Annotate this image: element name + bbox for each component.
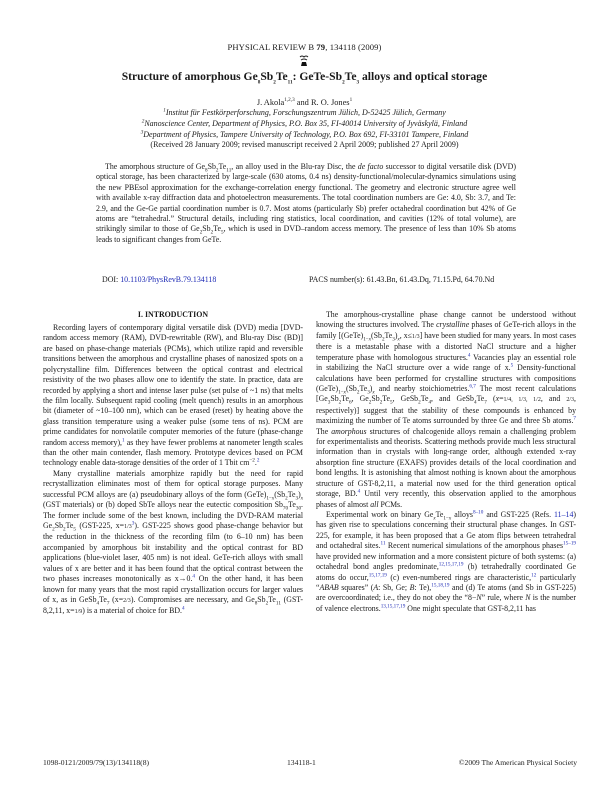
doi-label: DOI: <box>102 275 119 284</box>
citation-link[interactable]: 4 <box>467 352 471 359</box>
footer-copyright: ©2009 The American Physical Society <box>458 758 577 767</box>
citation-link[interactable]: 15,18,19 <box>431 582 450 589</box>
footer-page-number: 134118-1 <box>287 758 316 767</box>
article-info: , 134118 (2009) <box>325 42 382 52</box>
citation-link[interactable]: 15,17,19 <box>368 571 387 578</box>
section-heading: I. INTRODUCTION <box>137 310 209 319</box>
citation-link[interactable]: 3 <box>131 520 135 527</box>
paragraph: Recording layers of contemporary digital versatile disk (DVD) media [DVD-random access memory (RAM), DVD-rewritable (RW), and Blu-ray Disc (BD)] are based on phase-change materials (PCMs), which utilize rapid and reversible transitions between the amorphous and crystalline phases of nanosized spots on a polycrystalline film. Differences between the optical contrast and electrical resistivity of the two phases allow one to identify the state. In practice, data are recorded by applying a short and intense laser pulse (set pulse of ~1 ns) that melts the film locally. Subsequent rapid cooling (melt quench) results in an amorphous bit (diameter of ~10–100 nm), which can be erased (reset) by heating above the glass transition temperature using a weaker pulse (some tens of ns). PCM are prime candidates for nonvolatile computer memories of the future (phase-change random access memory),$^1$ as they have fewer problems at nanometer length scales than the other main contender, flash memory. Prototype devices based on PCM technology enable data-storage densities of the order of 1 Tbit $cm^{-2}.^2$ <box>43 323 303 468</box>
affiliation: $^1$Institut für Festkörperforschung, Forschungszentrum Jülich, D-52425 Jülich, Germany <box>163 107 446 117</box>
citation-link[interactable]: 5 <box>510 362 514 369</box>
journal-volume: 79 <box>316 42 326 52</box>
citation-link[interactable]: 11–14 <box>554 510 574 520</box>
citation-link[interactable]: 11 <box>380 540 386 547</box>
citation-link[interactable]: 13,15,17,19 <box>380 603 406 610</box>
paragraph: The amorphous-crystalline phase change cannot be understood without knowing the structures involved. The crystalline phases of GeTe-rich alloys in the family [$(GeTe)_{1-x}(Sb_2Te_3)_x$, x≤1/3] have been studied for many years. In most cases there is a metastable phase with a distorted NaCl structure and a higher temperature phase with homologous structures.$^4$ Vacancies play an essential role in stabilizing the NaCl structure over a wide range of x.$^5$ Density-functional calculations have been performed for crystalline structures with compositions $(GeTe)_{1-x}(Sb_2Te_3)_x$ and nearby stoichiometries.$^{6,7}$ The most recent calculations [$Ge_3Sb_2Te_6$, $Ge_2Sb_2Te_5$, $GeSb_2Te_4$, and $GeSb_4Te_7$ (x=1/4, 1/3, 1/2, and 2/3, respectively)] suggest that the stability of these compounds is enhanced by maximizing the number of Te atoms surrounded by three Ge and three Sb atoms.$^7$ The amorphous structures of chalcogenide alloys remain a challenging problem for experimentalists and theorists. Scattering methods provide much less structural information than in crystals with long-range order, although extended x-ray absorption fine structure (EXAFS) provides details of the local coordination and bond lengths. It is astonishing that almost nothing is known about the amorphous structure of GST-8,2,11, a material now used for the third generation optical storage, BD.$^4$ Until very recently, this observation applied to the amorphous phases of almost all PCMs. <box>316 310 576 509</box>
author-list: J. Akola$^{1,2,3}$ and R. O. Jones$^1$ <box>256 97 353 107</box>
received-dates: (Received 28 January 2009; revised manuscript received 2 April 2009; published 27 April 2009) <box>150 140 459 149</box>
doi-link[interactable]: 10.1103/PhysRevB.79.134118 <box>120 275 217 284</box>
citation-link[interactable]: 8–10 <box>472 509 484 516</box>
left-column <box>43 323 303 618</box>
citation-link[interactable]: 4 <box>357 488 361 495</box>
affiliation: $^2$Nanoscience Center, Department of Physics, P.O. Box 35, FI-40014 University of Jyväskylä, Finland <box>141 118 468 128</box>
citation-link[interactable]: 2 <box>256 457 260 464</box>
author-name: R. O. Jones <box>310 98 350 107</box>
footer-issn: 1098-0121/2009/79(13)/134118(8) <box>43 758 150 767</box>
citation-link[interactable]: 4 <box>192 573 195 580</box>
citation-link[interactable]: 12,15,17,19 <box>438 561 464 568</box>
article-title: Structure of amorphous $Ge_8Sb_2Te_{11}$: GeTe-$Sb_2Te_3$ alloys and optical storage <box>121 70 488 86</box>
paragraph: Experimental work on binary $Ge_xTe_{1-x}$ alloys$^{8-10}$ and GST-225 (Refs. 11–14) has given rise to speculations concerning their structural phase changes. In GST-225, for example, it has been proposed that a Ge atom flips between tetrahedral and octahedral sites.$^{11}$ Recent numerical simulations of the amorphous phases$^{15-19}$ have provided new information and a more consistent picture of both systems: (a) octahedral bond angles predominate,$^{12,15,17,19}$ (b) tetrahedrally coordinated Ge atoms do occur,$^{15,17,19}$ (c) even-numbered rings are characteristic,$^{12}$ particularly “ABAB squares” (A: Sb, Ge; B: Te),$^{15,18,19}$ and (d) Te atoms (and Sb in GST-225) are overcoordinated; i.e., they do not obey the “8−N” rule, where N is the number of valence electrons.$^{13,15,17,19}$ One might speculate that GST-8,2,11 has <box>316 509 577 613</box>
citation-link[interactable]: 7 <box>573 415 576 422</box>
citation-link[interactable]: 4 <box>182 605 185 612</box>
pacs-numbers: PACS number(s): 61.43.Bn, 61.43.Dq, 71.15.Pd, 64.70.Nd <box>309 275 495 284</box>
citation-link[interactable]: 1 <box>122 437 125 444</box>
doi-pacs-row <box>102 275 518 284</box>
author-name: J. Akola <box>256 98 285 107</box>
citation-link[interactable]: 12 <box>531 571 537 578</box>
right-column <box>316 310 576 614</box>
paragraph: Many crystalline materials amorphize rapidly but the need for rapid recrystallization eliminates most of them for optical storage purposes. Many successful PCM alloys are (a) pseudobinary alloys of the form $(GeTe)_{1-x}(Sb_2Te_3)_x$ (GST materials) or (b) doped SbTe alloys near the eutectic composition $Sb_{70}Te_{30}$. The former include some of the best known, including the DVD-RAM material $Ge_2Sb_2Te_5$ (GST-225, x=1/3$^3$). GST-225 shows good phase-change behavior but the reduction in the thickness of the recording film (to 6–10 nm) has been accompanied by amorphous bit instability and the optical contrast for BD applications (blue-violet laser, 405 nm) is not ideal. GeTe-rich alloys with small values of x are better and it has been found that the optical contrast between the two phases increases monotonically as x→0.$^4$ On the other hand, it has been known for many years that the most rapid crystallization occurs for larger values of x, as in $GeSb_4Te_7$ (x=2/3). Compromises are necessary, and $Ge_8Sb_2Te_{11}$ (GST-8,2,11, x=1/9) is a material of choice for BD.$^4$ <box>43 468 303 616</box>
journal-name: PHYSICAL REVIEW B <box>227 42 315 52</box>
journal-header <box>0 42 609 52</box>
affiliation: $^3$Department of Physics, Tampere University of Technology, P.O. Box 692, FI-33101 Tampere, Finland <box>140 128 469 139</box>
citation-link[interactable]: 15–19 <box>563 540 576 547</box>
abstract: The amorphous structure of $Ge_8Sb_2Te_{11}$, an alloy used in the Blu-ray Disc, the de facto successor to digital versatile disk (DVD) optical storage, has been characterized by large-scale (630 atoms, 0.4 ns) density-functional/molecular-dynamics simulations using the new PBEsol approximation for the exchange-correlation energy functional. The geometry and electronic structure agree well with available x-ray diffraction data and photoelectron measurements. The total coordination numbers are Ge: 4.0, Sb: 3.7, and Te: 2.9, and the Ge-Ge partial coordination number is 0.7. Most atoms (particularly Sb) prefer octahedral coordination but 42% of Ge atoms are “tetrahedral.” Structural details, including ring statistics, local coordination, and cavities (12% of total volume), are strikingly similar to those of $Ge_2Sb_2Te_5$, which is used in DVD–random access memory. The presence of less than 10% Sb atoms leads to significant changes from GeTe. <box>96 162 516 244</box>
citation-link[interactable]: 6,7 <box>469 383 476 390</box>
aps-crossmark-icon <box>297 55 311 67</box>
